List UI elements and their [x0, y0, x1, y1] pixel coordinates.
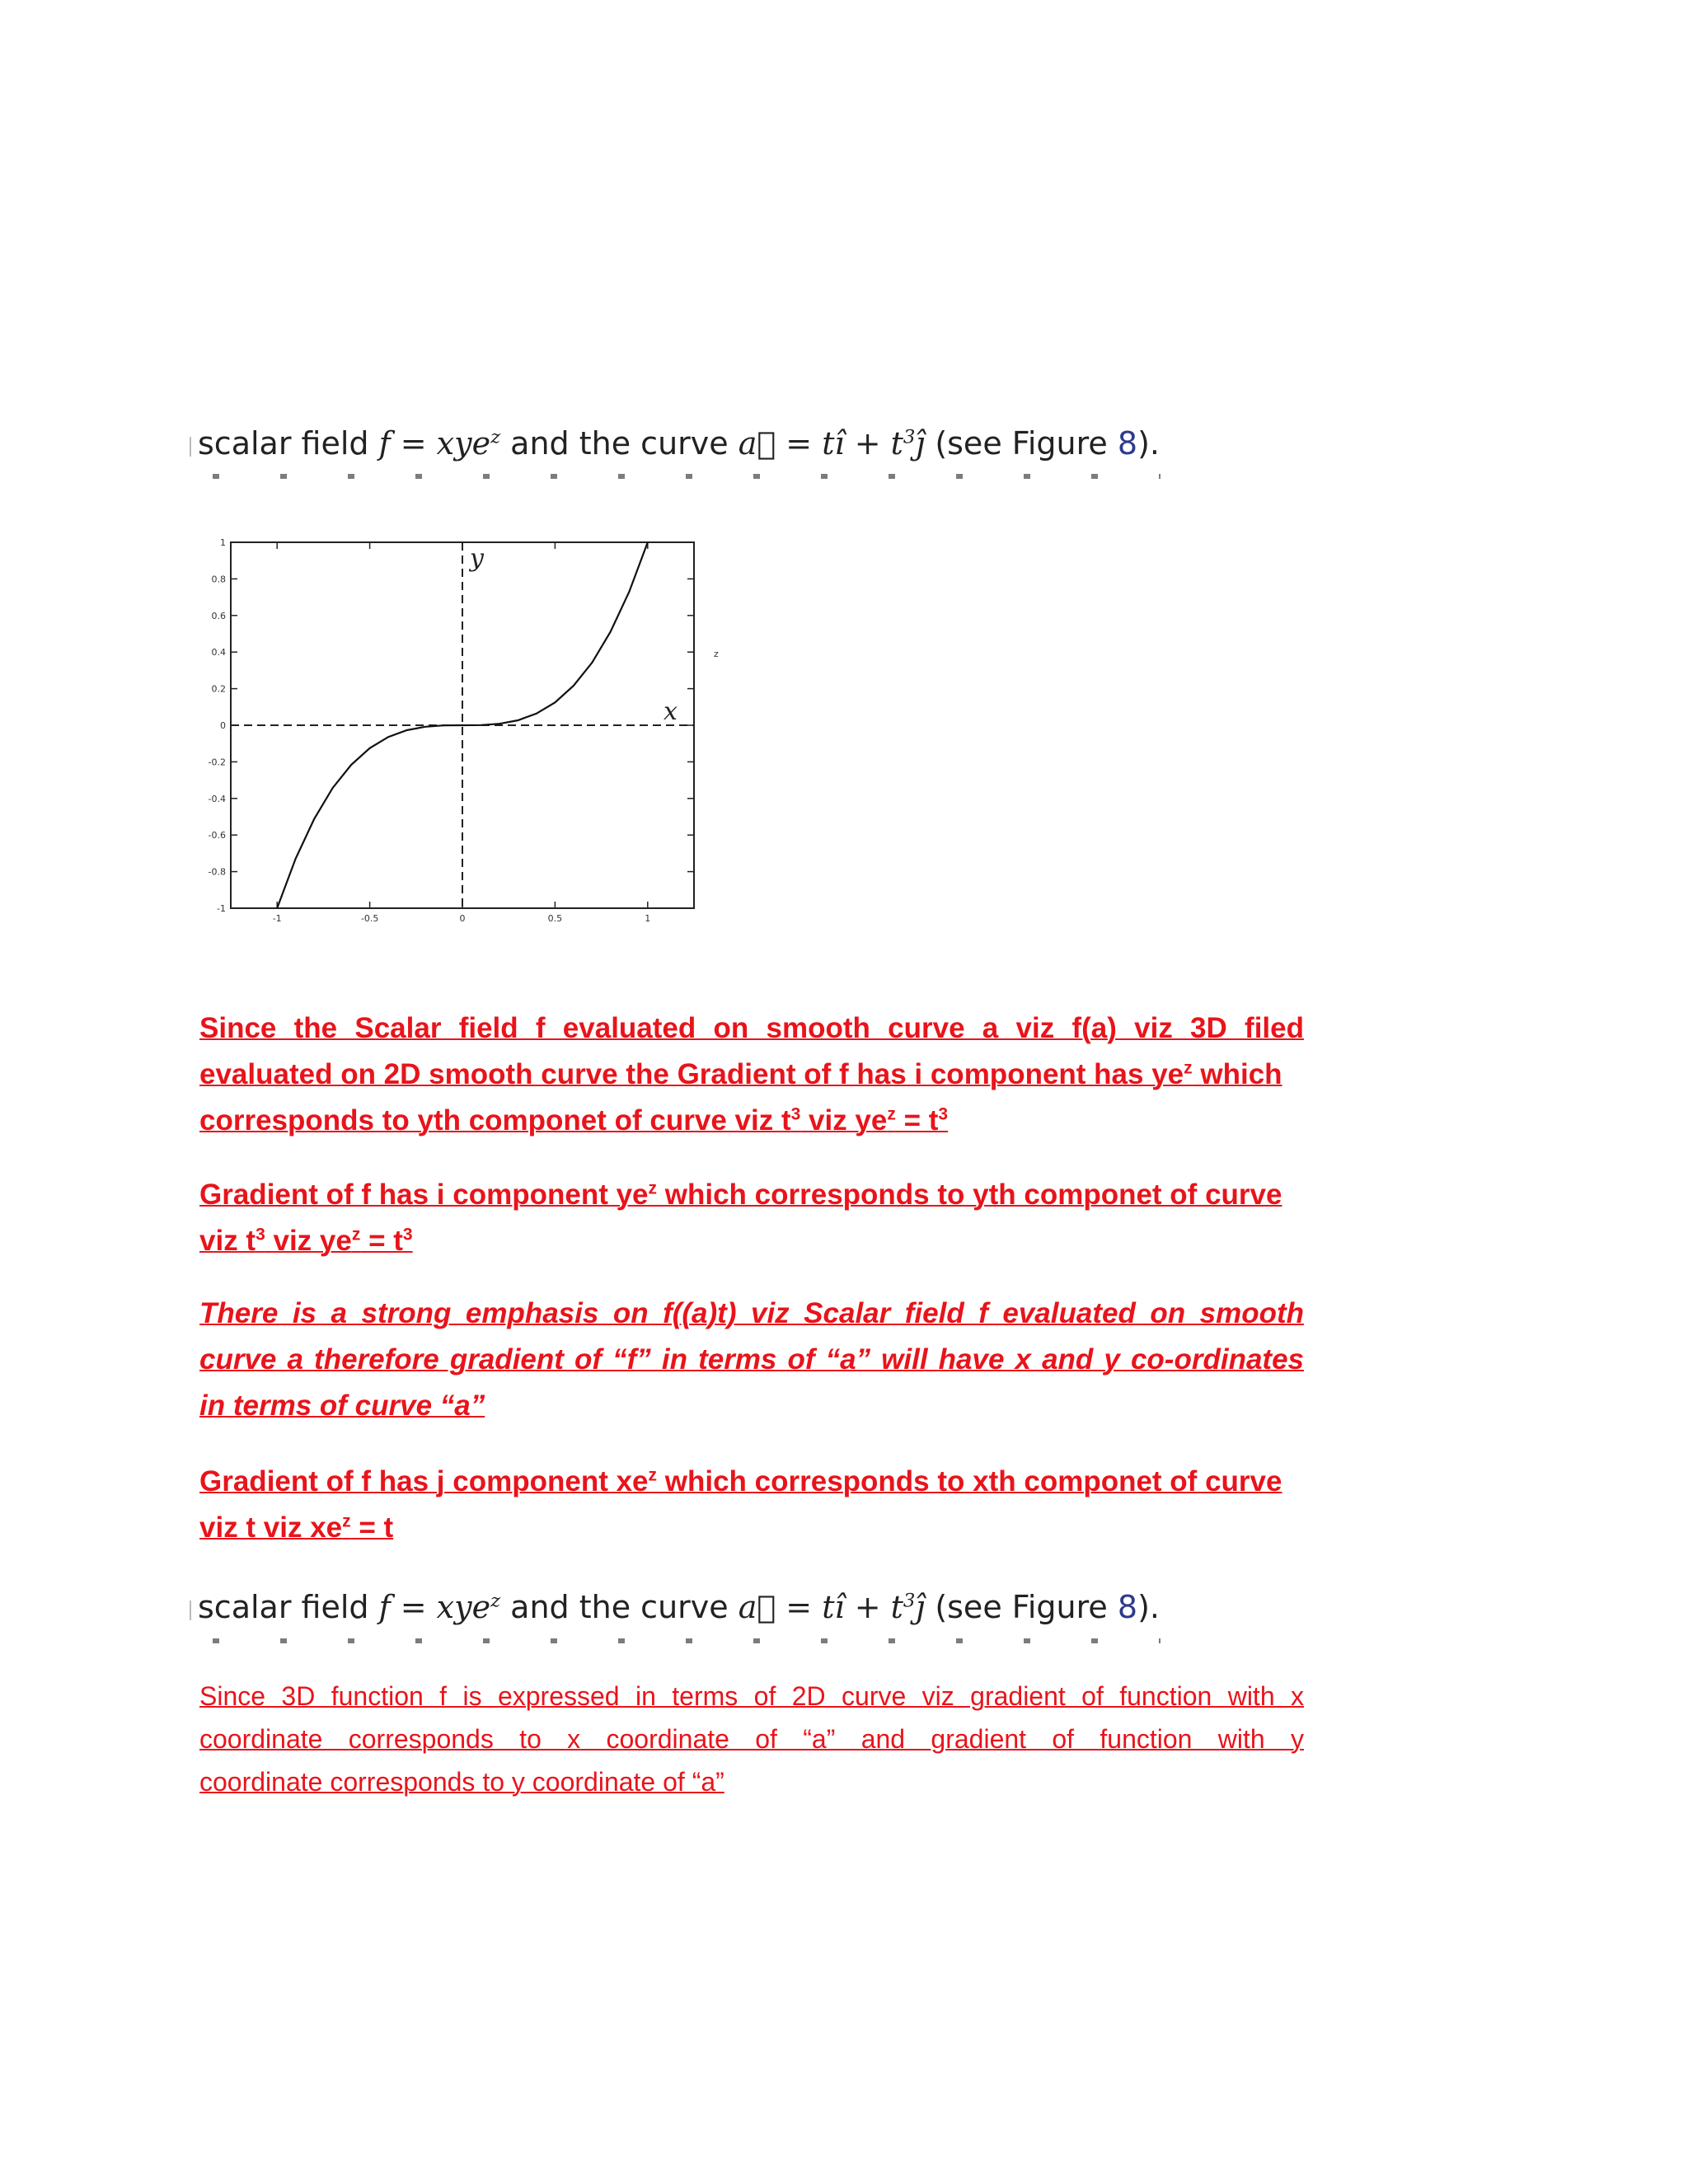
cropped-text-row: [213, 474, 1160, 479]
p4-line1: Gradient of f has j component $xe^z$ which corresponds to xth componet of curve: [199, 1465, 1282, 1497]
p4-line2: viz t viz $xe^z = t$: [199, 1511, 394, 1544]
eq-close: ).: [1137, 425, 1160, 462]
p5-line2: coordinate corresponds to x coordinate of “a” and gradient of function with y: [199, 1724, 1304, 1754]
y-tick-label: -1: [217, 903, 226, 914]
p1-line3: corresponds to yth componet of curve viz $t^3$ viz $ye^z = t^3$: [199, 1104, 949, 1137]
p1-line1: Since the Scalar field f evaluated on smooth curve a viz f(a) viz 3D filed: [199, 1012, 1304, 1044]
x-tick-label: 0.5: [547, 913, 563, 924]
p2-line2: viz $t^3$ viz $ye^z = t^3$: [199, 1225, 413, 1257]
p3-line1: There is a strong emphasis on f((a)t) viz Scalar field f evaluated on smooth: [199, 1297, 1304, 1329]
paragraph-3: [199, 1291, 1304, 1383]
paragraph-1-cont: [199, 1052, 1304, 1144]
y-tick-label: -0.2: [208, 757, 226, 768]
y-tick-label: 0.6: [211, 610, 226, 621]
x-tick-label: 0: [459, 913, 466, 924]
y-tick-label: -0.4: [208, 793, 226, 804]
cropped-text-row: [213, 1638, 1160, 1643]
cubic-curve-plot: [190, 527, 750, 931]
y-axis-label: y: [470, 544, 484, 573]
eq-middle: and the curve: [510, 1589, 729, 1625]
y-tick-label: -0.6: [208, 830, 226, 841]
eq-see: (see Figure: [935, 425, 1108, 462]
y-tick-label: 0.8: [211, 574, 226, 585]
x-tick-label: 1: [645, 913, 651, 924]
paragraph-3-cont: [199, 1383, 1304, 1429]
crop-tick: [190, 437, 191, 457]
y-tick-label: -0.8: [208, 866, 226, 878]
figure-ref[interactable]: 8: [1117, 1589, 1138, 1625]
y-tick-label: 0.2: [211, 683, 226, 695]
equation-snippet-bottom: [198, 1589, 1236, 1625]
p5-line1: Since 3D function f is expressed in terms of 2D curve viz gradient of function with x: [199, 1681, 1304, 1711]
eq-middle: and the curve: [510, 425, 729, 462]
p5-line3: coordinate corresponds to y coordinate of “a”: [199, 1767, 724, 1797]
eq-f: f = xye$^z$: [378, 425, 501, 462]
p3-line2: curve a therefore gradient of “f” in terms of “a” will have x and y co-ordinates: [199, 1343, 1304, 1376]
paragraph-1: [199, 1005, 1304, 1052]
p1-line2: evaluated on 2D smooth curve the Gradient of f has i component has $ye^z$ which: [199, 1058, 1282, 1090]
eq-curve: a⃗ = tî + $t^3ĵ$: [738, 1589, 926, 1625]
y-tick-label: 0.4: [211, 647, 226, 658]
p2-line1: Gradient of f has i component $ye^z$ which corresponds to yth componet of curve: [199, 1179, 1282, 1211]
paragraph-4: [199, 1459, 1304, 1551]
eq-f: f = xye$^z$: [378, 1589, 501, 1625]
crop-tick: [190, 1601, 191, 1620]
paragraph-5: [199, 1675, 1304, 1760]
p3-line3: in terms of curve “a”: [199, 1390, 485, 1422]
y-tick-label: 1: [220, 537, 226, 548]
eq-close: ).: [1137, 1589, 1160, 1625]
y-tick-label: 0: [220, 720, 226, 731]
eq-prefix: scalar field: [198, 425, 369, 462]
figure-ref[interactable]: 8: [1117, 425, 1138, 462]
eq-see: (see Figure: [935, 1589, 1108, 1625]
x-tick-label: -0.5: [360, 913, 379, 924]
paragraph-5-cont: [199, 1760, 1304, 1803]
equation-snippet-top: [198, 425, 1236, 462]
eq-curve: a⃗ = tî + $t^3ĵ$: [738, 425, 926, 462]
x-tick-label: -1: [272, 913, 282, 924]
x-axis-label: x: [663, 697, 678, 726]
side-label: z: [714, 649, 719, 659]
paragraph-2: [199, 1172, 1304, 1264]
eq-prefix: scalar field: [198, 1589, 369, 1625]
